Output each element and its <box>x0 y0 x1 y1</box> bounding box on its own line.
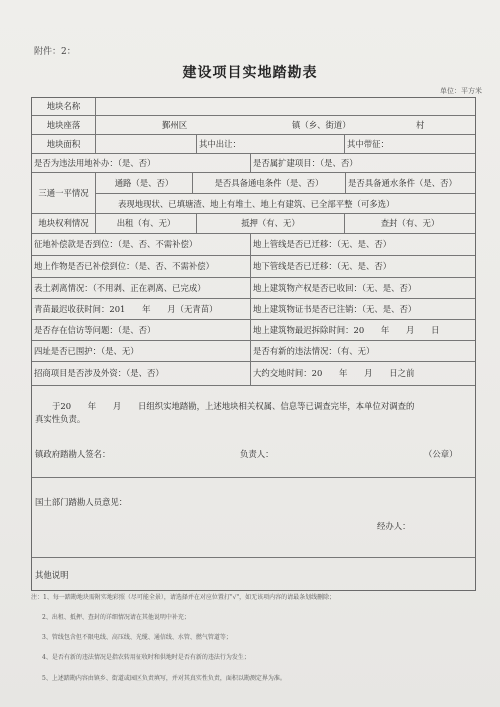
area-allocation[interactable]: 其中带征： <box>347 138 389 149</box>
town-signature-label[interactable]: 镇政府踏勘人签名： <box>35 449 111 459</box>
row-illegal-land <box>32 154 475 173</box>
three-one-status-row <box>96 194 475 214</box>
row-other <box>32 558 475 592</box>
official-seal-label: （公章） <box>424 449 458 459</box>
survey-form-table <box>31 97 476 591</box>
location-district: 鄞州区 <box>162 119 188 130</box>
row-petition <box>32 320 475 341</box>
handover-time-field[interactable]: 大约交地时间：20 年 月 日之前 <box>253 368 415 379</box>
row-location <box>32 116 475 135</box>
area-label: 地块面积 <box>32 135 96 153</box>
area-transfer[interactable]: 其中出让： <box>197 135 345 153</box>
footnote-1: 注：1、每一踏勘地块需附实地彩照（尽可能全景），请选择并在对应位置打"√"，如无该项内容的请最条划线删除； <box>31 594 336 601</box>
new-violation-field[interactable]: 是否有新的违法情况：（有、无） <box>253 345 375 356</box>
expansion-field[interactable]: 是否属扩建项目：（是、否） <box>253 157 358 168</box>
plot-name-value[interactable] <box>96 98 475 115</box>
plot-name-label: 地块名称 <box>32 98 96 115</box>
statement-line-1: 于20 年 月 日组织实地踏勘，上述地块相关权属、信息等已调查完毕，本单位对调查的 <box>52 401 415 411</box>
town-chief-label[interactable]: 负责人： <box>240 449 274 459</box>
other-notes-label[interactable]: 其他说明 <box>35 570 69 580</box>
road-field[interactable]: 通路（是、否） <box>96 173 193 193</box>
attachment-label: 附件：2： <box>34 47 76 57</box>
water-field[interactable]: 是否具备通水条件（是、否） <box>348 177 457 188</box>
seedling-harvest-field[interactable]: 青苗最迟收获时间：201 年 月（无青苗） <box>32 299 251 319</box>
crop-compensation-field[interactable]: 地上作物是否已补偿到位：（是、否、不需补偿） <box>32 256 251 277</box>
mortgage-field[interactable]: 抵押（有、无） <box>197 214 345 233</box>
location-label: 地块座落 <box>32 116 96 134</box>
area-total-value[interactable] <box>96 135 197 153</box>
row-topsoil <box>32 278 475 299</box>
row-area <box>32 135 475 154</box>
statement-line-2: 真实性负责。 <box>35 414 86 424</box>
demolition-time-field[interactable]: 地上建筑物最迟拆除时间：20 年 月 日 <box>253 324 440 335</box>
footnote-3: 3、管线包含但不限电线、高压线、光缆、通信线、水管、燃气管道等； <box>42 634 232 641</box>
above-pipeline-field[interactable]: 地上管线是否已迁移：（无、是、否） <box>253 239 392 250</box>
location-village: 村 <box>416 119 425 130</box>
handler-label[interactable]: 经办人： <box>377 521 411 531</box>
row-investment <box>32 362 475 386</box>
row-bureau <box>32 478 475 558</box>
footnote-4: 4、是否有新的违法情况是指农转用征收时和供地时是否有新的违法行为发生； <box>42 654 250 661</box>
row-fence <box>32 341 475 362</box>
site-status-field[interactable]: 表现地现状、已填塘渣、地上有堆土、地上有建筑、已全部平整（可多选） <box>118 198 395 209</box>
row-comp-crop <box>32 256 475 278</box>
rights-label: 地块权利情况 <box>32 214 96 233</box>
illegal-land-field[interactable]: 是否为违法用地补办：（是、否） <box>32 154 251 172</box>
row-three-one <box>32 173 475 214</box>
row-comp-land <box>32 234 475 256</box>
building-certificate-field[interactable]: 地上建筑物证书是否已注销：（无、是、否） <box>253 303 417 314</box>
three-one-label: 三通一平情况 <box>32 173 96 213</box>
topsoil-field[interactable]: 表土剥离情况：（不用剥、正在剥离、已完成） <box>32 278 251 298</box>
building-rights-field[interactable]: 地上建筑物产权是否已收回：（无、是、否） <box>253 282 417 293</box>
lease-field[interactable]: 出租（有、无） <box>96 214 197 233</box>
form-title: 建设项目实地踏勘表 <box>182 65 318 81</box>
petition-field[interactable]: 是否存在信访等问题：（是、否） <box>32 320 251 340</box>
location-town: 镇（乡、街道） <box>292 119 351 130</box>
bureau-opinion-label[interactable]: 国土部门踏勘人员意见： <box>35 497 128 507</box>
row-statement <box>32 386 475 478</box>
seal-field[interactable]: 查封（有、无） <box>380 218 440 229</box>
unit-label: 单位：平方米 <box>440 87 482 95</box>
three-one-conditions <box>96 173 475 194</box>
footnote-2: 2、出租、抵押、查封的详细情况请在其他说明中补充； <box>42 614 190 621</box>
underground-pipeline-field[interactable]: 地下管线是否已迁移：（无、是、否） <box>253 261 392 272</box>
row-seedling <box>32 299 475 320</box>
footnote-5: 5、上述踏勘内容由镇乡、街道或园区负责填写，并对其真实性负责，面积以勘测定界为准。 <box>42 675 286 682</box>
land-compensation-field[interactable]: 征地补偿款是否到位：（是、否、不需补偿） <box>32 234 251 255</box>
row-plot-name <box>32 98 475 116</box>
foreign-investment-field[interactable]: 招商项目是否涉及外资：（是、否） <box>32 362 251 385</box>
location-value[interactable] <box>96 116 475 134</box>
power-field[interactable]: 是否具备通电条件（是、否） <box>193 173 346 193</box>
row-rights <box>32 214 475 234</box>
fence-field[interactable]: 四址是否已围护：（是、无） <box>32 341 251 361</box>
